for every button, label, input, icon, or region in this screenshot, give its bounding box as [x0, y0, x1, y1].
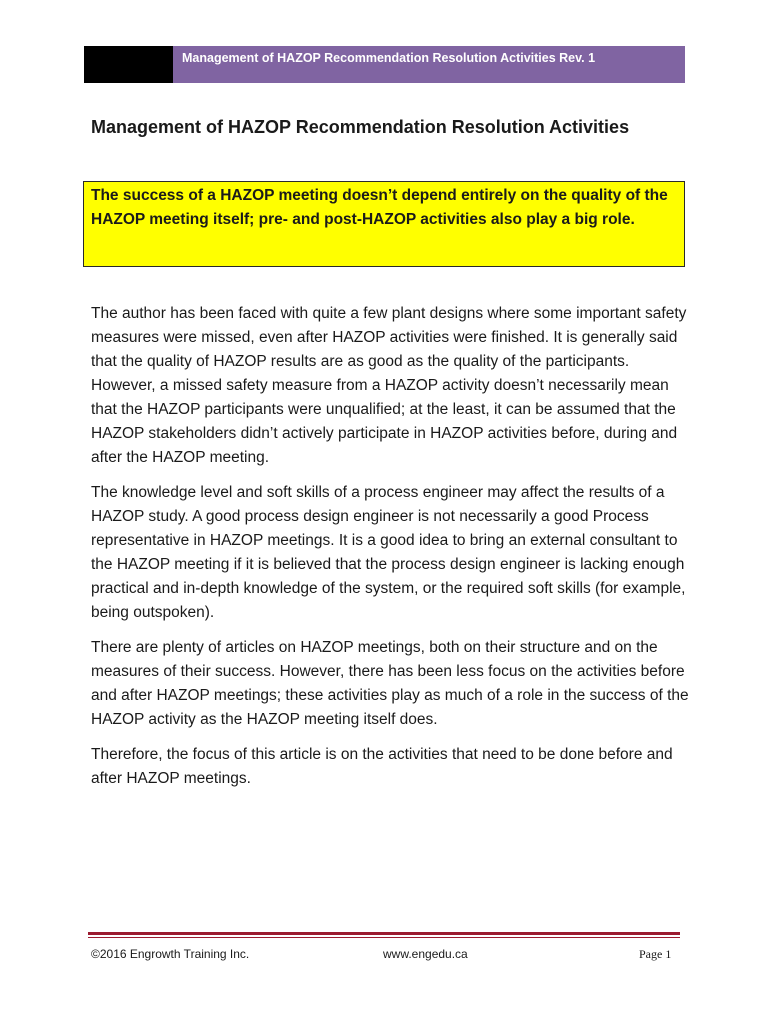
paragraph-3: There are plenty of articles on HAZOP meetings, both on their structure and on the measures of their success. However, there has been less focus on the activities before and after HAZOP meetings; these activities play as much of a role in the success of the HAZOP activity as the HAZOP meeting itself does. [91, 639, 689, 728]
body-text [91, 302, 691, 802]
footer-rule-thick [88, 932, 680, 935]
footer-page-number: Page 1 [639, 947, 672, 961]
paragraph-2: The knowledge level and soft skills of a process engineer may affect the results of a HAZOP study. A good process design engineer is not necessarily a good Process representative in HAZOP meetings. It is a good idea to bring an external consultant to the HAZOP meeting if it is believed that the process design engineer is lacking enough practical and in-depth knowledge of the system, or the required soft skills (for example, being outspoken). [91, 484, 686, 621]
footer-rule [88, 932, 680, 938]
page-header [84, 46, 685, 83]
paragraph-4: Therefore, the focus of this article is on the activities that need to be done before and after HAZOP meetings. [91, 746, 673, 787]
footer-website: www.engedu.ca [383, 947, 468, 961]
highlight-callout: The success of a HAZOP meeting doesn’t depend entirely on the quality of the HAZOP meeting itself; pre- and post-HAZOP activities also play a big role. [83, 181, 685, 267]
document-title: Management of HAZOP Recommendation Resolution Activities [91, 117, 630, 137]
footer-copyright: ©2016 Engrowth Training Inc. [91, 947, 250, 961]
paragraph-1: The author has been faced with quite a few plant designs where some important safety measures were missed, even after HAZOP activities were finished. It is generally said that the quality of HAZOP results are as good as the quality of the participants. However, a missed safety measure from a HAZOP activity doesn’t necessarily mean that the HAZOP participants were unqualified; at the least, it can be assumed that the HAZOP stakeholders didn’t actively participate in HAZOP activities before, during and after the HAZOP meeting. [91, 305, 687, 466]
footer-rule-thin [88, 937, 680, 938]
header-running-title: Management of HAZOP Recommendation Resolution Activities Rev. 1 [173, 46, 685, 83]
header-black-block [84, 46, 173, 83]
